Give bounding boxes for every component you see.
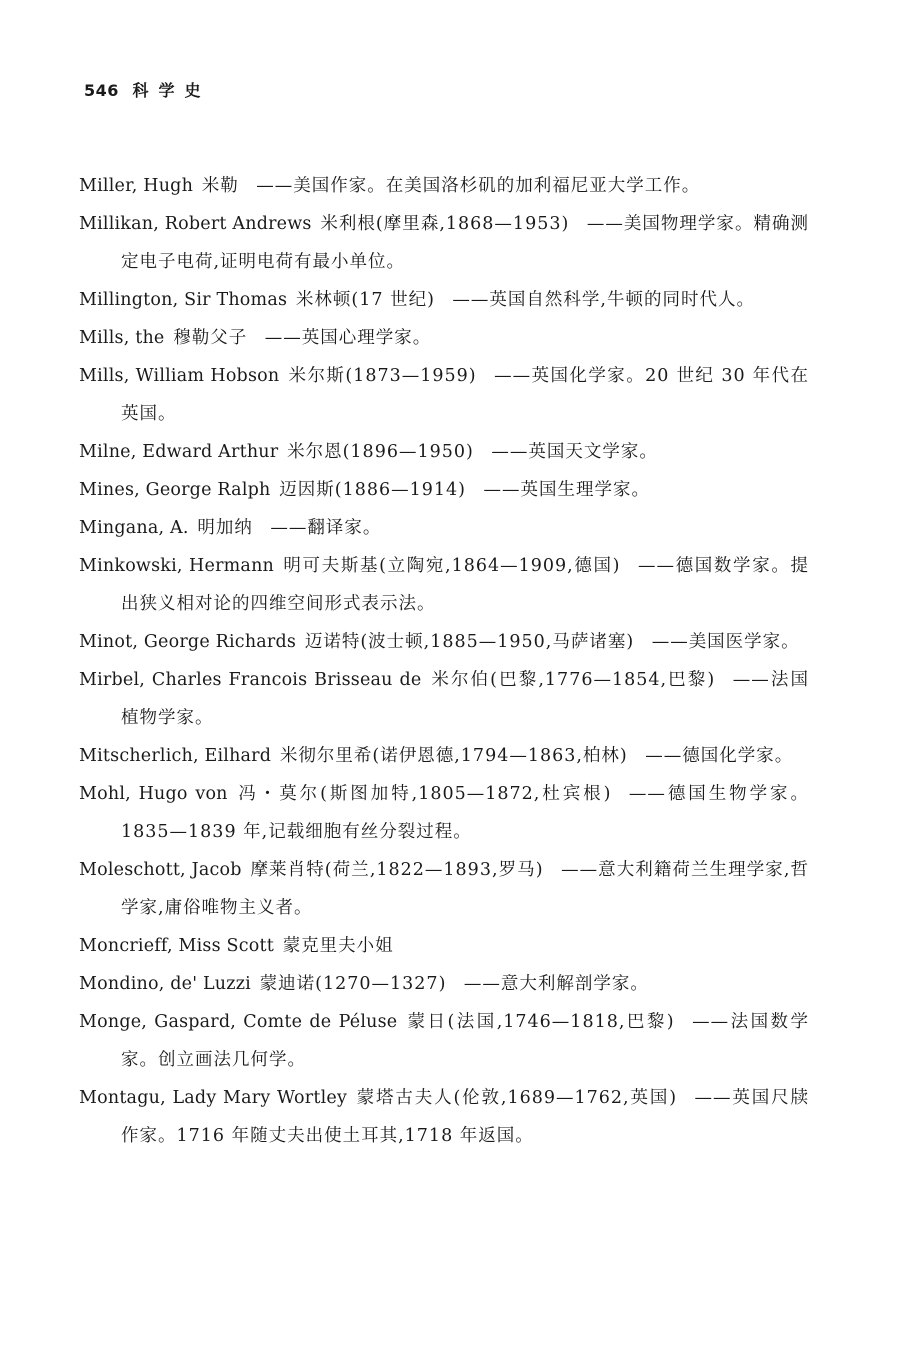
entry-description: ——德国生物学家。1835—1839 年,记载细胞有丝分裂过程。 (121, 784, 809, 842)
index-entry (79, 547, 809, 623)
entry-description: ——德国化学家。 (645, 746, 794, 766)
entry-chinese-name: 米林顿(17 世纪) (295, 290, 435, 310)
index-entry (79, 357, 809, 433)
entry-western-name: Moncrieff, Miss Scott (79, 936, 274, 956)
index-entry (79, 319, 809, 357)
entry-chinese-name: 蒙克里夫小姐 (282, 936, 394, 956)
index-entry (79, 167, 809, 205)
entry-western-name: Mondino, de' Luzzi (79, 974, 251, 994)
entry-chinese-name: 迈因斯(1886—1914) (279, 480, 466, 500)
index-entry (79, 1079, 809, 1155)
entry-western-name: Millikan, Robert Andrews (79, 214, 312, 234)
entry-chinese-name: 蒙迪诺(1270—1327) (259, 974, 447, 994)
entry-description: ——翻译家。 (270, 518, 382, 538)
entry-chinese-name: 冯・莫尔(斯图加特,1805—1872,杜宾根) (236, 784, 612, 804)
index-entry (79, 661, 809, 737)
entry-description: ——法国植物学家。 (121, 670, 809, 728)
entry-western-name: Mines, George Ralph (79, 480, 271, 500)
index-entry (79, 851, 809, 927)
index-entry (79, 281, 809, 319)
entry-western-name: Millington, Sir Thomas (79, 290, 288, 310)
page-number: 546 (84, 81, 119, 100)
index-entry (79, 1003, 809, 1079)
entry-chinese-name: 迈诺特(波士顿,1885—1950,马萨诸塞) (304, 632, 635, 652)
entry-chinese-name: 明可夫斯基(立陶宛,1864—1909,德国) (282, 556, 621, 576)
entry-western-name: Milne, Edward Arthur (79, 442, 279, 462)
entry-western-name: Monge, Gaspard, Comte de Péluse (79, 1012, 398, 1032)
running-head (84, 78, 211, 101)
entry-description: ——美国物理学家。精确测定电子电荷,证明电荷有最小单位。 (121, 214, 809, 272)
book-title: 科学史 (132, 81, 211, 100)
entry-chinese-name: 米勒 (201, 176, 239, 196)
index-entry (79, 965, 809, 1003)
entry-western-name: Mingana, A. (79, 518, 189, 538)
entry-chinese-name: 摩莱肖特(荷兰,1822—1893,罗马) (250, 860, 544, 880)
entry-western-name: Minot, George Richards (79, 632, 297, 652)
entry-description: ——美国医学家。 (651, 632, 800, 652)
index-entry (79, 737, 809, 775)
entry-description: ——德国数学家。提出狭义相对论的四维空间形式表示法。 (121, 556, 809, 614)
entry-chinese-name: 蒙日(法国,1746—1818,巴黎) (406, 1012, 675, 1032)
entry-description: ——英国尺牍作家。1716 年随丈夫出使土耳其,1718 年返国。 (121, 1088, 810, 1146)
entry-description: ——英国生理学家。 (483, 480, 650, 500)
entry-western-name: Moleschott, Jacob (79, 860, 242, 880)
index-entry (79, 509, 809, 547)
entry-description: ——英国心理学家。 (264, 328, 432, 348)
entry-description: ——意大利解剖学家。 (463, 974, 649, 994)
entry-chinese-name: 米尔伯(巴黎,1776—1854,巴黎) (430, 670, 716, 690)
entry-chinese-name: 米尔恩(1896—1950) (287, 442, 474, 462)
entry-chinese-name: 穆勒父子 (173, 328, 248, 348)
index-entry (79, 471, 809, 509)
entry-western-name: Mirbel, Charles Francois Brisseau de (79, 670, 422, 690)
entry-chinese-name: 明加纳 (197, 518, 253, 538)
entry-description: ——美国作家。在美国洛杉矶的加利福尼亚大学工作。 (256, 176, 701, 196)
entry-western-name: Montagu, Lady Mary Wortley (79, 1088, 348, 1108)
index-entry (79, 433, 809, 471)
entry-chinese-name: 蒙塔古夫人(伦敦,1689—1762,英国) (355, 1088, 678, 1108)
entry-description: ——英国化学家。20 世纪 30 年代在英国。 (121, 366, 809, 424)
entry-western-name: Mills, the (79, 328, 165, 348)
entry-western-name: Minkowski, Hermann (79, 556, 275, 576)
name-index-list (79, 167, 809, 1155)
entry-chinese-name: 米彻尔里希(诺伊恩德,1794—1863,柏林) (279, 746, 628, 766)
entry-description: ——英国自然科学,牛顿的同时代人。 (452, 290, 755, 310)
index-entry (79, 927, 809, 965)
entry-chinese-name: 米尔斯(1873—1959) (288, 366, 477, 386)
index-entry (79, 775, 809, 851)
entry-description: ——法国数学家。创立画法几何学。 (121, 1012, 810, 1070)
entry-western-name: Miller, Hugh (79, 176, 194, 196)
entry-western-name: Mills, William Hobson (79, 366, 280, 386)
entry-description: ——英国天文学家。 (491, 442, 658, 462)
index-entry (79, 205, 809, 281)
entry-western-name: Mohl, Hugo von (79, 784, 228, 804)
entry-western-name: Mitscherlich, Eilhard (79, 746, 272, 766)
index-entry (79, 623, 809, 661)
entry-description: ——意大利籍荷兰生理学家,哲学家,庸俗唯物主义者。 (121, 860, 809, 918)
entry-chinese-name: 米利根(摩里森,1868—1953) (320, 214, 570, 234)
